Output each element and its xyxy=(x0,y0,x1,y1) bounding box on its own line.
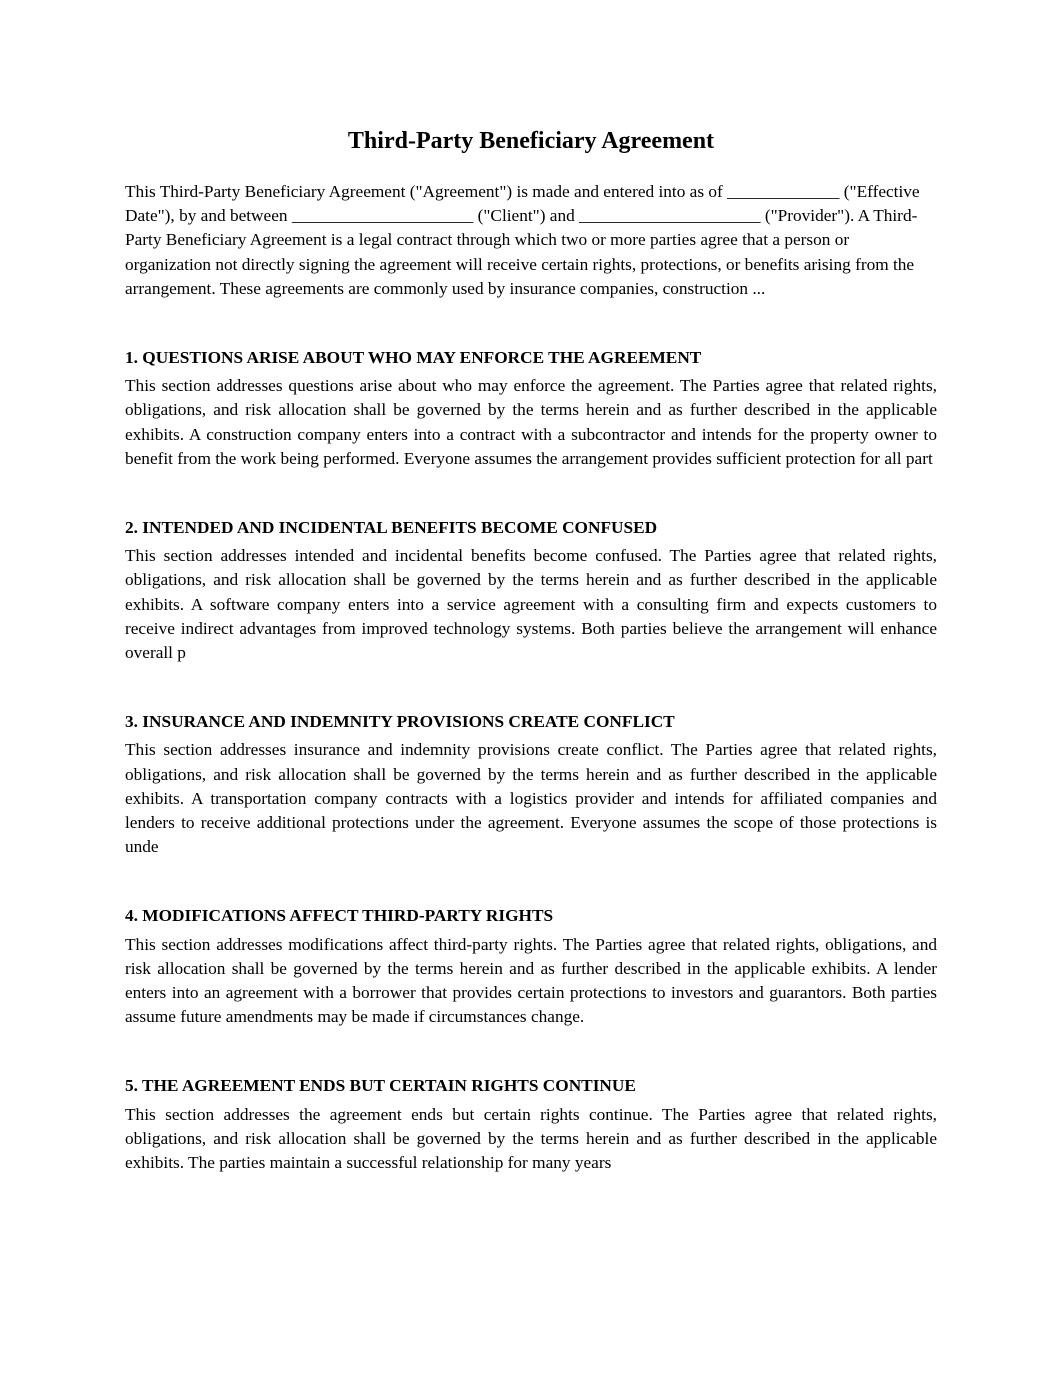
section-1 xyxy=(125,346,937,471)
section-heading: 1. QUESTIONS ARISE ABOUT WHO MAY ENFORCE THE AGREEMENT xyxy=(125,348,702,368)
intro-paragraph: This Third-Party Beneficiary Agreement ("Agreement") is made and entered into as of _____________ ("Effective Date"), by and between _____________________ ("Client") and _____________________ ("Provider"). A Third-Party Beneficiary Agreement is a legal contract through which two or more parties agree that a person or organization not directly signing the agreement will receive certain rights, protections, or benefits arising from the arrangement. These agreements are commonly used by insurance companies, construction ... xyxy=(125,182,920,298)
section-body: This section addresses intended and incidental benefits become confused. The Parties agree that related rights, obligations, and risk allocation shall be governed by the terms herein and as further described in the applicable exhibits. A software company enters into a service agreement with a consulting firm and expects customers to receive indirect advantages from improved technology systems. Both parties believe the arrangement will enhance overall p xyxy=(125,546,937,663)
section-body: This section addresses the agreement ends but certain rights continue. The Parties agree that related rights, obligations, and risk allocation shall be governed by the terms herein and as further described in the applicable exhibits. The parties maintain a successful relationship for many years xyxy=(125,1104,937,1173)
section-4 xyxy=(125,904,937,1029)
section-5 xyxy=(125,1074,937,1175)
document-title: Third-Party Beneficiary Agreement xyxy=(347,128,715,154)
section-heading: 2. INTENDED AND INCIDENTAL BENEFITS BECOME CONFUSED xyxy=(125,518,658,538)
document-page xyxy=(125,122,937,1175)
section-3 xyxy=(125,710,937,859)
section-2 xyxy=(125,516,937,665)
section-body: This section addresses modifications affect third-party rights. The Parties agree that related rights, obligations, and risk allocation shall be governed by the terms herein and as further described in the applicable exhibits. A lender enters into an agreement with a borrower that provides certain protections to investors and guarantors. Both parties assume future amendments may be made if circumstances change. xyxy=(125,934,937,1027)
section-body: This section addresses questions arise about who may enforce the agreement. The Parties agree that related rights, obligations, and risk allocation shall be governed by the terms herein and as further described in the applicable exhibits. A construction company enters into a contract with a subcontractor and intends for the property owner to benefit from the work being performed. Everyone assumes the arrangement provides sufficient protection for all part xyxy=(125,376,937,468)
section-body: This section addresses insurance and indemnity provisions create conflict. The Parties agree that related rights, obligations, and risk allocation shall be governed by the terms herein and as further described in the applicable exhibits. A transportation company contracts with a logistics provider and intends for affiliated companies and lenders to receive additional protections under the agreement. Everyone assumes the scope of those protections is unde xyxy=(125,740,937,857)
section-heading: 5. THE AGREEMENT ENDS BUT CERTAIN RIGHTS CONTINUE xyxy=(125,1076,636,1096)
section-heading: 4. MODIFICATIONS AFFECT THIRD-PARTY RIGHTS xyxy=(125,906,554,926)
section-heading: 3. INSURANCE AND INDEMNITY PROVISIONS CREATE CONFLICT xyxy=(125,712,675,732)
